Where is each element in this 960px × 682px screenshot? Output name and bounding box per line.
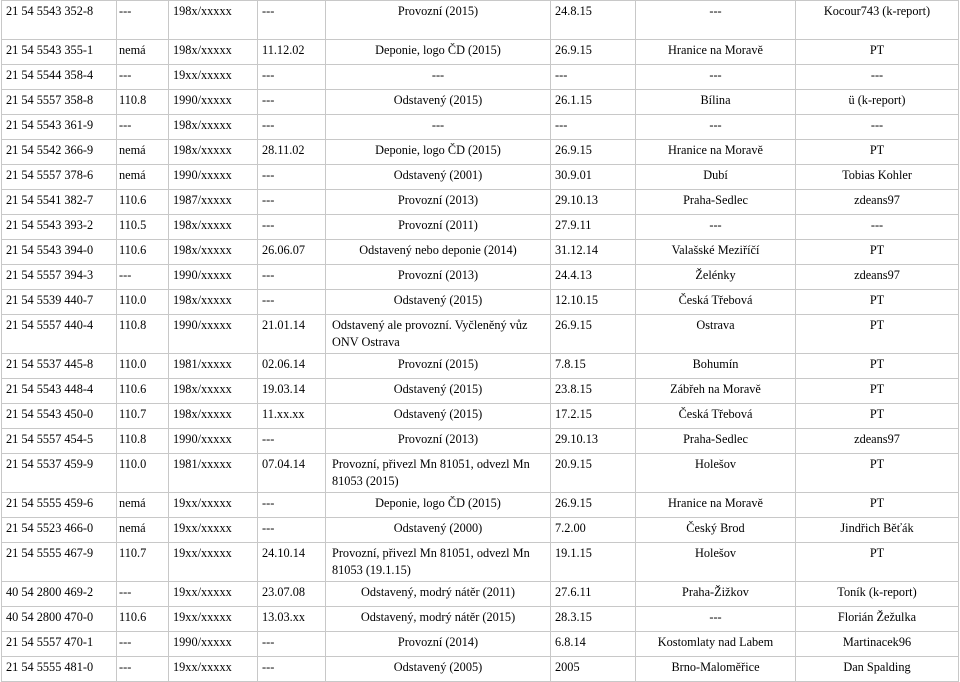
- status-cell: Provozní (2011): [326, 215, 551, 240]
- code-cell: 110.0: [117, 290, 169, 315]
- date-cell: 19.1.15: [551, 543, 636, 582]
- date-cell: 31.12.14: [551, 240, 636, 265]
- status-cell: Provozní (2013): [326, 429, 551, 454]
- status-cell: Deponie, logo ČD (2015): [326, 40, 551, 65]
- date-cell: ---: [551, 65, 636, 90]
- table-row: [2, 140, 959, 165]
- date-cell: 28.3.15: [551, 607, 636, 632]
- author-cell: PT: [796, 354, 959, 379]
- year-built-cell: 19xx/xxxxx: [169, 607, 258, 632]
- author-cell: PT: [796, 543, 959, 582]
- year-built-cell: 19xx/xxxxx: [169, 582, 258, 607]
- code-cell: ---: [117, 65, 169, 90]
- year-built-cell: 1987/xxxxx: [169, 190, 258, 215]
- year-built-cell: 1990/xxxxx: [169, 165, 258, 190]
- revision-date-cell: 11.xx.xx: [258, 404, 326, 429]
- vehicle-number-cell: 21 54 5537 445-8: [2, 354, 117, 379]
- status-cell: Odstavený (2015): [326, 290, 551, 315]
- revision-date-cell: ---: [258, 215, 326, 240]
- location-cell: Praha-Žižkov: [636, 582, 796, 607]
- author-cell: PT: [796, 290, 959, 315]
- revision-date-cell: ---: [258, 165, 326, 190]
- location-cell: ---: [636, 115, 796, 140]
- code-cell: ---: [117, 265, 169, 290]
- status-cell: Odstavený (2000): [326, 518, 551, 543]
- status-cell: Deponie, logo ČD (2015): [326, 140, 551, 165]
- code-cell: 110.6: [117, 240, 169, 265]
- year-built-cell: 1981/xxxxx: [169, 354, 258, 379]
- author-cell: PT: [796, 379, 959, 404]
- code-cell: ---: [117, 582, 169, 607]
- location-cell: Holešov: [636, 543, 796, 582]
- revision-date-cell: 13.03.xx: [258, 607, 326, 632]
- revision-date-cell: ---: [258, 290, 326, 315]
- revision-date-cell: ---: [258, 657, 326, 682]
- author-cell: Kocour743 (k-report): [796, 1, 959, 40]
- author-cell: PT: [796, 454, 959, 493]
- code-cell: 110.7: [117, 543, 169, 582]
- status-cell: Provozní (2013): [326, 190, 551, 215]
- year-built-cell: 1990/xxxxx: [169, 265, 258, 290]
- vehicle-number-cell: 21 54 5541 382-7: [2, 190, 117, 215]
- vehicle-number-cell: 21 54 5557 454-5: [2, 429, 117, 454]
- vehicle-number-cell: 21 54 5539 440-7: [2, 290, 117, 315]
- table-row: [2, 582, 959, 607]
- location-cell: Praha-Sedlec: [636, 429, 796, 454]
- code-cell: nemá: [117, 40, 169, 65]
- vehicle-number-cell: 21 54 5543 361-9: [2, 115, 117, 140]
- table-row: [2, 543, 959, 582]
- code-cell: 110.6: [117, 190, 169, 215]
- table-row: [2, 657, 959, 682]
- code-cell: ---: [117, 115, 169, 140]
- author-cell: PT: [796, 240, 959, 265]
- date-cell: 30.9.01: [551, 165, 636, 190]
- year-built-cell: 1990/xxxxx: [169, 632, 258, 657]
- date-cell: 17.2.15: [551, 404, 636, 429]
- location-cell: ---: [636, 1, 796, 40]
- table-body: [2, 1, 959, 682]
- year-built-cell: 198x/xxxxx: [169, 115, 258, 140]
- year-built-cell: 198x/xxxxx: [169, 379, 258, 404]
- revision-date-cell: ---: [258, 65, 326, 90]
- year-built-cell: 1990/xxxxx: [169, 429, 258, 454]
- status-cell: Provozní, přivezl Mn 81051, odvezl Mn 81053 (2015): [326, 454, 551, 493]
- date-cell: 26.9.15: [551, 140, 636, 165]
- vehicle-number-cell: 21 54 5543 450-0: [2, 404, 117, 429]
- vehicle-number-cell: 40 54 2800 470-0: [2, 607, 117, 632]
- table-row: [2, 354, 959, 379]
- table-row: [2, 115, 959, 140]
- status-cell: Provozní (2015): [326, 1, 551, 40]
- location-cell: Valašské Meziříčí: [636, 240, 796, 265]
- code-cell: ---: [117, 1, 169, 40]
- date-cell: 24.4.13: [551, 265, 636, 290]
- year-built-cell: 1990/xxxxx: [169, 315, 258, 354]
- author-cell: Jindřich Běťák: [796, 518, 959, 543]
- author-cell: zdeans97: [796, 190, 959, 215]
- status-cell: Deponie, logo ČD (2015): [326, 493, 551, 518]
- date-cell: 26.9.15: [551, 40, 636, 65]
- date-cell: 27.9.11: [551, 215, 636, 240]
- status-cell: ---: [326, 65, 551, 90]
- table-row: [2, 607, 959, 632]
- revision-date-cell: ---: [258, 115, 326, 140]
- wagon-table: [1, 0, 959, 682]
- vehicle-number-cell: 21 54 5557 470-1: [2, 632, 117, 657]
- location-cell: Ostrava: [636, 315, 796, 354]
- year-built-cell: 198x/xxxxx: [169, 215, 258, 240]
- table-row: [2, 40, 959, 65]
- vehicle-number-cell: 21 54 5543 393-2: [2, 215, 117, 240]
- year-built-cell: 19xx/xxxxx: [169, 518, 258, 543]
- table-row: [2, 429, 959, 454]
- location-cell: Hranice na Moravě: [636, 40, 796, 65]
- year-built-cell: 1990/xxxxx: [169, 90, 258, 115]
- location-cell: Praha-Sedlec: [636, 190, 796, 215]
- location-cell: Bílina: [636, 90, 796, 115]
- status-cell: Odstavený (2001): [326, 165, 551, 190]
- vehicle-number-cell: 21 54 5543 394-0: [2, 240, 117, 265]
- location-cell: Česká Třebová: [636, 290, 796, 315]
- date-cell: 26.1.15: [551, 90, 636, 115]
- year-built-cell: 198x/xxxxx: [169, 1, 258, 40]
- vehicle-number-cell: 21 54 5537 459-9: [2, 454, 117, 493]
- author-cell: Martinacek96: [796, 632, 959, 657]
- table-row: [2, 632, 959, 657]
- date-cell: 7.2.00: [551, 518, 636, 543]
- date-cell: 29.10.13: [551, 190, 636, 215]
- date-cell: 23.8.15: [551, 379, 636, 404]
- code-cell: nemá: [117, 518, 169, 543]
- status-cell: Odstavený ale provozní. Vyčleněný vůz ONV Ostrava: [326, 315, 551, 354]
- vehicle-number-cell: 21 54 5555 467-9: [2, 543, 117, 582]
- vehicle-number-cell: 21 54 5543 352-8: [2, 1, 117, 40]
- author-cell: Tobias Kohler: [796, 165, 959, 190]
- author-cell: Toník (k-report): [796, 582, 959, 607]
- revision-date-cell: ---: [258, 90, 326, 115]
- revision-date-cell: 28.11.02: [258, 140, 326, 165]
- year-built-cell: 198x/xxxxx: [169, 290, 258, 315]
- year-built-cell: 198x/xxxxx: [169, 140, 258, 165]
- author-cell: PT: [796, 315, 959, 354]
- code-cell: 110.5: [117, 215, 169, 240]
- author-cell: PT: [796, 140, 959, 165]
- code-cell: 110.6: [117, 379, 169, 404]
- code-cell: 110.8: [117, 429, 169, 454]
- status-cell: Provozní, přivezl Mn 81051, odvezl Mn 81053 (19.1.15): [326, 543, 551, 582]
- vehicle-number-cell: 21 54 5543 355-1: [2, 40, 117, 65]
- status-cell: Provozní (2014): [326, 632, 551, 657]
- code-cell: 110.6: [117, 607, 169, 632]
- year-built-cell: 19xx/xxxxx: [169, 657, 258, 682]
- vehicle-number-cell: 21 54 5543 448-4: [2, 379, 117, 404]
- table-row: [2, 518, 959, 543]
- author-cell: Florián Žežulka: [796, 607, 959, 632]
- vehicle-number-cell: 21 54 5544 358-4: [2, 65, 117, 90]
- revision-date-cell: 07.04.14: [258, 454, 326, 493]
- revision-date-cell: ---: [258, 1, 326, 40]
- location-cell: Holešov: [636, 454, 796, 493]
- table-row: [2, 1, 959, 40]
- code-cell: 110.0: [117, 354, 169, 379]
- status-cell: Odstavený (2015): [326, 90, 551, 115]
- table-row: [2, 240, 959, 265]
- location-cell: ---: [636, 215, 796, 240]
- vehicle-number-cell: 21 54 5557 358-8: [2, 90, 117, 115]
- revision-date-cell: 24.10.14: [258, 543, 326, 582]
- year-built-cell: 198x/xxxxx: [169, 240, 258, 265]
- revision-date-cell: ---: [258, 632, 326, 657]
- table-row: [2, 165, 959, 190]
- location-cell: Zábřeh na Moravě: [636, 379, 796, 404]
- vehicle-number-cell: 21 54 5555 481-0: [2, 657, 117, 682]
- date-cell: 27.6.11: [551, 582, 636, 607]
- vehicle-number-cell: 21 54 5557 394-3: [2, 265, 117, 290]
- revision-date-cell: 19.03.14: [258, 379, 326, 404]
- table-row: [2, 379, 959, 404]
- location-cell: Bohumín: [636, 354, 796, 379]
- status-cell: Odstavený nebo deponie (2014): [326, 240, 551, 265]
- status-cell: Odstavený (2005): [326, 657, 551, 682]
- status-cell: Odstavený, modrý nátěr (2015): [326, 607, 551, 632]
- table-row: [2, 493, 959, 518]
- table-row: [2, 190, 959, 215]
- status-cell: Odstavený (2015): [326, 404, 551, 429]
- date-cell: 20.9.15: [551, 454, 636, 493]
- date-cell: 12.10.15: [551, 290, 636, 315]
- location-cell: Hranice na Moravě: [636, 140, 796, 165]
- code-cell: 110.7: [117, 404, 169, 429]
- location-cell: ---: [636, 65, 796, 90]
- author-cell: ü (k-report): [796, 90, 959, 115]
- author-cell: PT: [796, 40, 959, 65]
- code-cell: nemá: [117, 140, 169, 165]
- table-row: [2, 265, 959, 290]
- table-row: [2, 65, 959, 90]
- location-cell: Český Brod: [636, 518, 796, 543]
- author-cell: PT: [796, 493, 959, 518]
- vehicle-number-cell: 21 54 5542 366-9: [2, 140, 117, 165]
- location-cell: ---: [636, 607, 796, 632]
- vehicle-number-cell: 21 54 5557 440-4: [2, 315, 117, 354]
- year-built-cell: 198x/xxxxx: [169, 40, 258, 65]
- author-cell: zdeans97: [796, 429, 959, 454]
- revision-date-cell: 23.07.08: [258, 582, 326, 607]
- status-cell: ---: [326, 115, 551, 140]
- date-cell: 7.8.15: [551, 354, 636, 379]
- table-row: [2, 454, 959, 493]
- revision-date-cell: 11.12.02: [258, 40, 326, 65]
- table-row: [2, 215, 959, 240]
- date-cell: ---: [551, 115, 636, 140]
- table-row: [2, 404, 959, 429]
- location-cell: Dubí: [636, 165, 796, 190]
- status-cell: Odstavený, modrý nátěr (2011): [326, 582, 551, 607]
- year-built-cell: 19xx/xxxxx: [169, 543, 258, 582]
- date-cell: 29.10.13: [551, 429, 636, 454]
- vehicle-number-cell: 21 54 5523 466-0: [2, 518, 117, 543]
- location-cell: Brno-Maloměřice: [636, 657, 796, 682]
- code-cell: nemá: [117, 165, 169, 190]
- status-cell: Provozní (2013): [326, 265, 551, 290]
- date-cell: 26.9.15: [551, 315, 636, 354]
- revision-date-cell: 21.01.14: [258, 315, 326, 354]
- revision-date-cell: ---: [258, 265, 326, 290]
- table-row: [2, 315, 959, 354]
- author-cell: PT: [796, 404, 959, 429]
- author-cell: ---: [796, 215, 959, 240]
- revision-date-cell: 26.06.07: [258, 240, 326, 265]
- year-built-cell: 19xx/xxxxx: [169, 65, 258, 90]
- revision-date-cell: ---: [258, 518, 326, 543]
- author-cell: ---: [796, 115, 959, 140]
- revision-date-cell: ---: [258, 429, 326, 454]
- table-row: [2, 290, 959, 315]
- vehicle-number-cell: 21 54 5557 378-6: [2, 165, 117, 190]
- revision-date-cell: ---: [258, 190, 326, 215]
- date-cell: 26.9.15: [551, 493, 636, 518]
- location-cell: Hranice na Moravě: [636, 493, 796, 518]
- author-cell: Dan Spalding: [796, 657, 959, 682]
- code-cell: 110.8: [117, 90, 169, 115]
- year-built-cell: 1981/xxxxx: [169, 454, 258, 493]
- status-cell: Odstavený (2015): [326, 379, 551, 404]
- table-row: [2, 90, 959, 115]
- revision-date-cell: 02.06.14: [258, 354, 326, 379]
- author-cell: zdeans97: [796, 265, 959, 290]
- code-cell: 110.8: [117, 315, 169, 354]
- code-cell: ---: [117, 657, 169, 682]
- year-built-cell: 19xx/xxxxx: [169, 493, 258, 518]
- vehicle-number-cell: 40 54 2800 469-2: [2, 582, 117, 607]
- date-cell: 2005: [551, 657, 636, 682]
- code-cell: ---: [117, 632, 169, 657]
- location-cell: Kostomlaty nad Labem: [636, 632, 796, 657]
- code-cell: 110.0: [117, 454, 169, 493]
- revision-date-cell: ---: [258, 493, 326, 518]
- location-cell: Želénky: [636, 265, 796, 290]
- author-cell: ---: [796, 65, 959, 90]
- vehicle-number-cell: 21 54 5555 459-6: [2, 493, 117, 518]
- date-cell: 6.8.14: [551, 632, 636, 657]
- location-cell: Česká Třebová: [636, 404, 796, 429]
- code-cell: nemá: [117, 493, 169, 518]
- date-cell: 24.8.15: [551, 1, 636, 40]
- status-cell: Provozní (2015): [326, 354, 551, 379]
- year-built-cell: 198x/xxxxx: [169, 404, 258, 429]
